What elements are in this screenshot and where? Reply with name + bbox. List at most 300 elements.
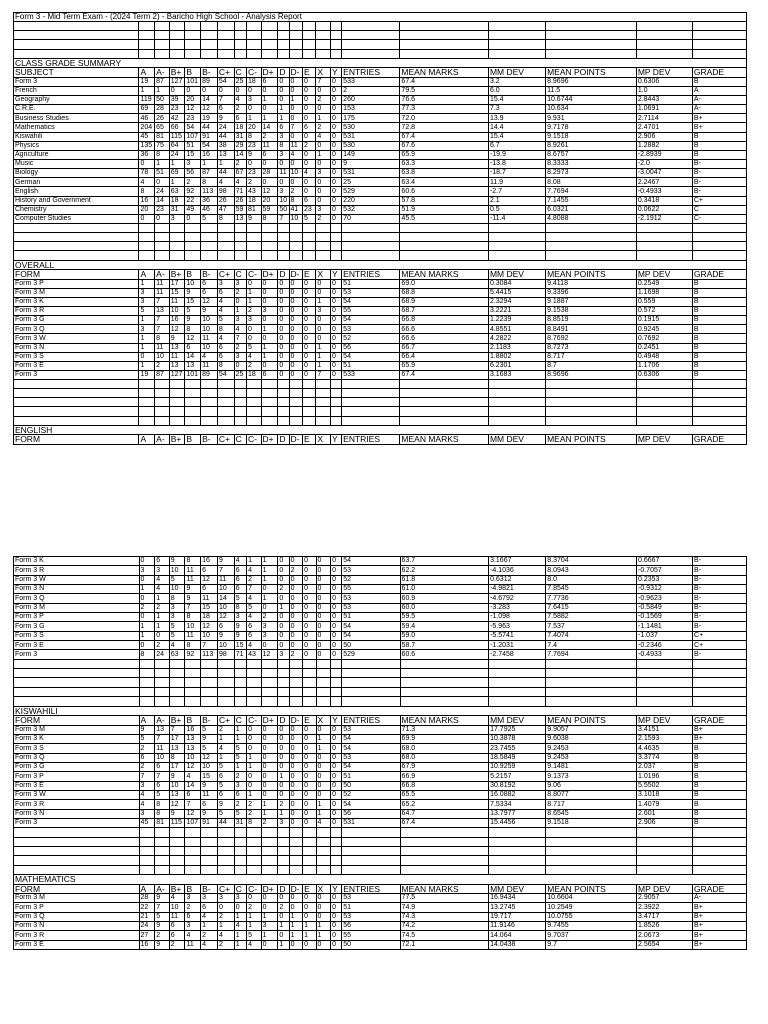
table-cell: 10 [169,903,185,912]
table-cell: 9.1373 [546,772,637,781]
table-cell: 4 [246,352,261,361]
table-cell: 8 [185,641,201,650]
table-row [14,150,747,159]
table-cell: 1 [278,922,289,931]
column-header: X [316,435,331,445]
column-header: A [139,884,155,894]
table-cell: 26 [155,114,170,123]
empty-cell [303,687,316,696]
row-label-cell: Form 3 Q [14,325,139,334]
table-cell: 26 [234,196,246,205]
empty-cell [169,697,185,706]
table-cell: 0 [316,790,331,799]
table-cell: B+ [693,922,747,931]
empty-cell [636,242,692,251]
empty-cell [316,407,331,416]
table-cell: 8.7273 [546,343,637,352]
table-row [14,912,747,921]
empty-cell [316,678,331,687]
table-cell: 2.0673 [637,931,693,940]
empty-cell [342,837,400,846]
table-cell: 55 [342,931,400,940]
table-cell: -2.8939 [636,150,692,159]
table-cell: 0 [302,178,315,187]
row-label-cell: Form 3 K [14,297,139,306]
empty-cell [155,828,170,837]
table-cell: 0 [330,352,341,361]
table-cell: 58.7 [400,641,489,650]
empty-cell [342,865,400,874]
table-cell: 0 [278,334,289,343]
table-cell: 0 [330,343,341,352]
empty-cell [546,31,637,40]
empty-cell [169,40,185,49]
empty-cell [636,22,692,31]
column-header: E [302,435,315,445]
table-cell: 5 [247,603,262,612]
table-cell: 1 [201,159,218,168]
table-cell: 6 [201,279,218,288]
empty-cell [342,233,400,242]
table-cell: 0 [289,809,302,818]
table-cell: 0 [139,557,155,566]
empty-cell [331,856,342,865]
table-cell: 2 [139,762,155,771]
table-cell: -1.2031 [489,641,546,650]
empty-cell [637,669,693,678]
table-cell: 65.9 [400,150,489,159]
row-label-cell: Kiswahili [14,132,139,141]
table-cell: 63.8 [400,169,489,178]
table-cell: 0 [330,178,341,187]
table-cell: 43 [247,650,262,659]
empty-cell [400,697,489,706]
table-cell: C [692,205,746,214]
table-cell: 16 [201,150,218,159]
empty-cell [217,837,234,846]
table-cell: 11.9146 [489,922,546,931]
table-cell: 4 [185,931,201,940]
table-cell: 2 [247,800,262,809]
table-cell: 13 [155,306,170,315]
table-cell: 260 [342,95,400,104]
table-cell: 0 [331,772,342,781]
empty-cell [278,865,289,874]
table-cell: 2 [234,800,246,809]
table-cell: 19.717 [489,912,546,921]
row-label-cell: Form 3 E [14,781,140,790]
table-cell: 1 [316,297,331,306]
table-cell: 1 [289,95,302,104]
table-cell: 0 [289,772,302,781]
empty-cell [289,389,302,398]
table-cell: 0 [201,86,218,95]
table-cell: 9 [201,734,218,743]
empty-cell [201,31,218,40]
table-cell: 0 [331,744,342,753]
table-cell: 65.9 [400,361,489,370]
empty-cell [201,856,218,865]
table-cell: C+ [693,641,747,650]
row-label-cell: Form 3 P [14,613,140,622]
empty-cell [234,687,246,696]
column-header: GRADE [693,716,747,726]
table-cell: 1 [155,594,170,603]
empty-cell [247,687,262,696]
table-cell: 0 [289,734,302,743]
table-cell: 1 [278,772,289,781]
table-cell: 66 [169,123,185,132]
table-cell: 4 [316,132,331,141]
table-cell: 0 [316,631,331,640]
empty-cell [637,865,693,874]
table-cell: 98 [217,650,234,659]
table-cell: 20 [185,95,201,104]
table-cell: 12 [185,105,201,114]
empty-cell [303,837,316,846]
table-cell: 12 [201,105,218,114]
table-cell: 23 [169,105,185,114]
table-cell: 0 [331,940,342,949]
empty-row [14,678,747,687]
table-row [14,325,747,334]
table-cell: 53 [342,594,400,603]
table-cell: 1 [247,557,262,566]
table-cell: 0 [289,306,302,315]
table-cell: 0 [278,594,289,603]
table-cell: 0 [139,641,155,650]
empty-row [14,837,747,846]
table-cell: 6 [185,343,201,352]
table-cell: 0 [278,557,289,566]
table-cell: 0 [278,279,289,288]
table-cell: 9 [234,631,246,640]
table-cell: 1 [289,912,302,921]
table-cell: 0 [303,566,316,575]
table-cell: 31 [234,818,246,827]
row-label-cell: Form 3 R [14,306,139,315]
table-cell: 0 [330,297,341,306]
table-cell: 57.8 [400,196,489,205]
empty-cell [217,407,234,416]
table-cell: -0.9312 [637,585,693,594]
table-cell: 23.7455 [489,744,546,753]
empty-cell [217,40,234,49]
empty-cell [289,669,302,678]
empty-cell [342,678,400,687]
empty-cell [546,49,637,58]
column-header: B+ [169,270,185,280]
table-cell: 0 [139,352,155,361]
table-cell: 2.1183 [488,343,545,352]
table-cell: 0 [289,325,302,334]
column-header: C- [246,270,261,280]
table-cell: 11 [185,566,201,575]
table-cell: B [693,753,747,762]
table-cell: 1 [234,734,246,743]
empty-cell [546,697,637,706]
table-cell: 2.1 [488,196,545,205]
empty-cell [201,659,218,668]
table-cell: 3 [139,288,155,297]
row-label-cell: Form 3 M [14,894,140,903]
table-cell: 0 [289,894,302,903]
table-cell: 107 [185,132,201,141]
table-cell: 1 [139,316,155,325]
empty-cell [14,251,139,260]
empty-cell [316,398,331,407]
table-cell: 6 [185,912,201,921]
table-cell: 23 [185,114,201,123]
table-cell: 7.8545 [546,585,637,594]
table-cell: -5.5741 [489,631,546,640]
empty-cell [316,865,331,874]
empty-cell [234,856,246,865]
table-cell: 3 [169,613,185,622]
table-cell: 1.1706 [636,361,692,370]
table-cell: 13 [185,361,201,370]
table-cell: 13 [169,790,185,799]
empty-cell [400,407,489,416]
column-header: ENTRIES [342,716,400,726]
table-row [14,800,747,809]
empty-cell [247,659,262,668]
table-cell: 9.1518 [546,818,637,827]
empty-cell [139,389,155,398]
table-cell: 7 [316,77,331,86]
empty-cell [278,31,289,40]
table-cell: 0 [247,734,262,743]
table-cell: B- [693,585,747,594]
empty-cell [261,865,278,874]
empty-cell [489,659,546,668]
empty-cell [289,416,302,425]
empty-cell [261,669,278,678]
table-cell: 13 [217,150,234,159]
empty-cell [14,40,139,49]
table-cell: 4.2822 [488,334,545,343]
table-cell: 25 [234,77,246,86]
table-cell: 0 [330,141,341,150]
empty-cell [14,233,139,242]
table-cell: 24 [217,123,234,132]
empty-cell [169,251,185,260]
table-cell: 0 [278,178,289,187]
column-header: E [302,68,315,78]
table-cell: 0 [331,622,342,631]
table-cell: 12 [185,334,201,343]
table-cell: 0 [217,903,234,912]
table-cell: 7 [316,370,331,379]
table-cell: 0 [303,575,316,584]
row-label-cell: Form 3 [14,650,140,659]
row-label-cell: Form 3 S [14,744,140,753]
table-cell: 0 [246,105,261,114]
empty-cell [316,856,331,865]
table-cell: 9 [169,809,185,818]
column-header: D+ [261,884,278,894]
row-label-cell: Form 3 [14,370,139,379]
table-cell: 3 [185,159,201,168]
table-cell: B- [692,187,746,196]
empty-cell [185,416,201,425]
empty-cell [139,380,155,389]
table-cell: 0 [302,288,315,297]
table-cell: 18 [246,196,261,205]
table-cell: 11.9 [488,178,545,187]
row-label-cell: Form 3 E [14,940,140,949]
table-cell: 0 [302,334,315,343]
table-cell: 6 [155,781,170,790]
table-cell: 0 [316,903,331,912]
table-row [14,557,747,566]
empty-cell [693,828,747,837]
empty-cell [201,846,218,855]
empty-cell [400,828,489,837]
table-cell: 51 [342,613,400,622]
table-cell: 63.3 [400,159,489,168]
table-cell: 0 [303,800,316,809]
empty-cell [139,22,155,31]
table-cell: 0 [302,370,315,379]
table-cell: 2 [217,912,234,921]
empty-cell [331,828,342,837]
table-cell: 0 [330,86,341,95]
empty-cell [261,40,278,49]
table-cell: 31 [234,132,246,141]
table-cell: 0 [289,557,302,566]
table-cell: 0 [316,105,331,114]
table-cell: 28 [139,894,155,903]
table-cell: 9.2453 [546,744,637,753]
table-cell: 91 [201,818,218,827]
table-cell: 6 [261,77,278,86]
table-cell: 19 [139,370,155,379]
row-label-cell: Music [14,159,139,168]
empty-cell [217,697,234,706]
table-cell: 1 [316,361,331,370]
empty-cell [261,846,278,855]
table-cell: 0 [316,141,331,150]
table-cell: 3.4151 [637,725,693,734]
column-header: B- [201,270,218,280]
table-cell: 1 [247,912,262,921]
table-cell: 3 [261,306,278,315]
table-cell: 7 [155,297,170,306]
table-cell: 115 [169,818,185,827]
table-cell: 50 [342,781,400,790]
empty-cell [692,40,746,49]
table-row [14,123,747,132]
table-cell: 0 [289,279,302,288]
table-cell: 13 [169,343,185,352]
empty-cell [139,828,155,837]
table-cell: 0 [169,86,185,95]
empty-cell [14,678,140,687]
table-cell: 44 [217,169,234,178]
row-label-cell: Form 3 R [14,800,140,809]
table-cell: 1 [139,585,155,594]
table-cell: -2.1912 [636,214,692,223]
table-cell: 51 [342,772,400,781]
table-cell: 60.6 [400,187,489,196]
table-row [14,903,747,912]
table-cell: 45 [139,818,155,827]
column-header: MEAN POINTS [546,270,637,280]
table-cell: 2 [316,123,331,132]
table-cell: 14 [217,594,234,603]
empty-cell [246,31,261,40]
column-header: C- [247,884,262,894]
table-cell: 56 [342,809,400,818]
empty-cell [546,856,637,865]
table-cell: 0.6306 [636,370,692,379]
table-cell: 7 [217,566,234,575]
table-cell: 3 [278,818,289,827]
table-cell: 0 [303,734,316,743]
table-cell: 5 [234,809,246,818]
table-cell: 0 [289,744,302,753]
table-cell: 7 [201,641,218,650]
table-cell: 0 [246,86,261,95]
table-cell: 1.0196 [637,772,693,781]
table-cell: 18 [201,613,218,622]
empty-cell [637,856,693,865]
table-cell: 50 [279,205,288,213]
table-cell: 13 [234,214,246,223]
table-cell: B- [693,613,747,622]
table-cell: 2 [139,603,155,612]
empty-cell [169,856,185,865]
table-cell: 11 [201,334,218,343]
table-cell: 68.8 [400,288,489,297]
table-cell: 3 [217,894,234,903]
table-cell: 4 [139,790,155,799]
table-cell: 1 [247,922,262,931]
table-cell: 0 [289,343,302,352]
table-cell: 13.7977 [489,809,546,818]
table-cell: 6 [155,762,170,771]
table-cell: 0 [330,169,341,178]
table-row [14,566,747,575]
column-header: B- [201,884,218,894]
table-cell: 2 [234,343,246,352]
table-cell: 8.8491 [546,325,637,334]
empty-cell [331,669,342,678]
empty-cell [692,407,746,416]
table-cell: B [692,132,746,141]
empty-cell [139,856,155,865]
column-header: A- [155,270,170,280]
empty-cell [155,697,170,706]
column-header: D- [289,435,302,445]
table-cell: -13.8 [488,159,545,168]
table-cell: 13 [185,744,201,753]
empty-cell [316,659,331,668]
table-cell: 9 [234,622,246,631]
table-cell: 0 [316,196,331,205]
table-cell: 59.5 [400,613,489,622]
empty-cell [330,416,341,425]
column-header: SUBJECT [14,68,139,78]
table-cell: 8.8519 [546,316,637,325]
table-cell: -0.4933 [636,187,692,196]
table-cell: 0 [330,77,341,86]
empty-cell [546,251,637,260]
column-header: ENTRIES [342,270,400,280]
empty-row [14,856,747,865]
table-cell: 72.8 [400,123,489,132]
